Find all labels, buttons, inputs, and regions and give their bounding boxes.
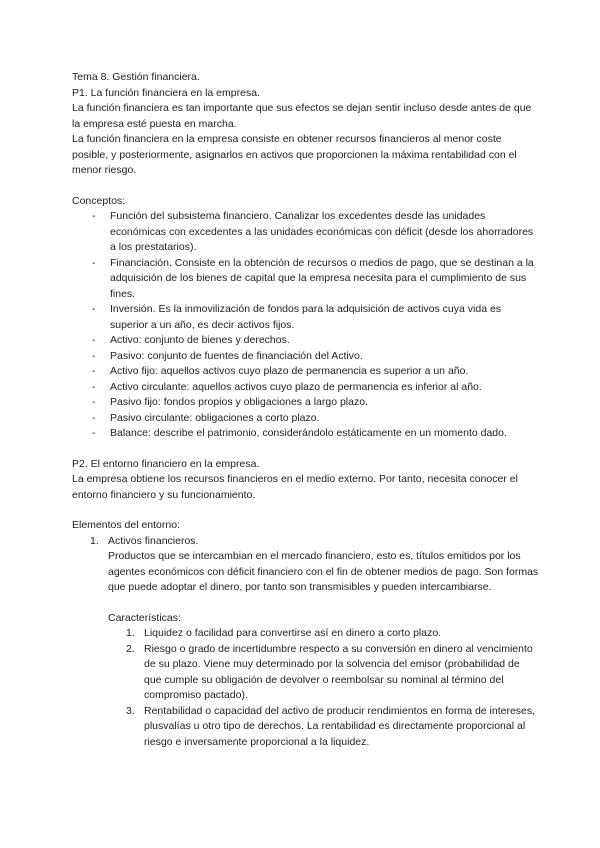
elementos-list <box>72 534 540 751</box>
caracteristicas-heading: Características: <box>108 611 181 624</box>
list-item <box>72 534 540 751</box>
dash-bullet: - <box>92 334 96 346</box>
dash-bullet: - <box>92 411 96 424</box>
p1-paragraph-2: La función financiera en la empresa consiste en obtener recursos financieros al menor coste posible, y posteriormente, asignarlos en activos que proporcionen la máxima rentabilidad con el menor riesgo. <box>72 133 517 176</box>
p1-heading: P1. La función financiera en la empresa. <box>72 86 260 99</box>
caracteristicas-list <box>108 626 540 750</box>
list-item: - Activo fijo: aquellos activos cuyo plazo de permanencia es superior a un año. <box>92 364 540 380</box>
p2-paragraph-1: La empresa obtiene los recursos financieros en el medio externo. Por tanto, necesita conocer el entorno financiero y su funcionamiento. <box>72 473 518 501</box>
dash-bullet: - <box>92 396 96 408</box>
list-item: 3. Rentabilidad o capacidad del activo de producir rendimientos en forma de intereses, plusvalías u otro tipo de derechos. La rentabilidad es directamente proporcional al riesgo e inversamente proporcional a la liquidez. <box>126 704 536 748</box>
dash-bullet: - <box>92 256 96 269</box>
item-number: 2. <box>126 642 135 655</box>
spacer <box>108 596 540 611</box>
dash-bullet: - <box>92 210 96 222</box>
spacer <box>72 179 540 194</box>
item-description: Productos que se intercambian en el mercado financiero, esto es, títulos emitidos por los agentes económicos con déficit financiero con el fin de obtener medios de pago. Son formas que puede adoptar el dinero, por tanto son transmisibles y pueden intercambiarse. <box>108 550 539 593</box>
dash-bullet: - <box>92 427 96 439</box>
dash-bullet: - <box>92 349 96 362</box>
item-number: 1. <box>126 627 135 639</box>
dash-bullet: - <box>92 365 96 377</box>
tema-title: Tema 8. Gestión financiera. <box>72 71 200 83</box>
elementos-heading: Elementos del entorno: <box>72 519 180 531</box>
item-number: 1. <box>90 534 99 547</box>
list-item: - Balance: describe el patrimonio, considerándolo estáticamente en un momento dado. <box>92 426 540 442</box>
list-item: 1. Liquidez o facilidad para convertirse así en dinero a corto plazo. <box>126 626 540 642</box>
list-item: - Pasivo circulante: obligaciones a corto plazo. <box>92 411 540 427</box>
p2-heading: P2. El entorno financiero en la empresa. <box>72 457 260 470</box>
p1-paragraph-1: La función financiera es tan importante que sus efectos se dejan sentir incluso desde antes de que la empresa esté puesta en marcha. <box>72 102 532 130</box>
conceptos-heading: Conceptos: <box>72 194 126 207</box>
list-item: - Pasivo fijo: fondos propios y obligaciones a largo plazo. <box>92 395 540 411</box>
list-item: - Función del subsistema financiero. Canalizar los excedentes desde las unidades económicas con excedentes a las unidades económicas con déficit (desde los ahorradores a los prestatarios). <box>92 210 534 253</box>
list-item: - Pasivo: conjunto de fuentes de financiación del Activo. <box>92 349 540 365</box>
list-item: - Financiación. Consiste en la obtención de recursos o medios de pago, que se destinan a la adquisición de los bienes de capital que la empresa necesita para el cumplimiento de sus fines. <box>92 256 534 300</box>
dash-bullet: - <box>92 380 96 393</box>
spacer <box>72 442 540 457</box>
list-item: - Activo circulante: aquellos activos cuyo plazo de permanencia es inferior al año. <box>92 380 540 396</box>
dash-bullet: - <box>92 303 96 315</box>
spacer <box>72 503 540 518</box>
list-item: - Inversión. Es la inmovilización de fondos para la adquisición de activos cuya vida es superior a un año, es decir activos fijos. <box>92 303 502 331</box>
list-item: - Activo: conjunto de bienes y derechos. <box>92 333 540 349</box>
list-item: 2. Riesgo o grado de incertidumbre respecto a su conversión en dinero al vencimiento de su plazo. Viene muy determinado por la solvencia del emisor (probabilidad de que cumple su obligación de devolver o reembolsar su nominal al término del compromiso pactado). <box>126 642 533 701</box>
conceptos-list <box>72 209 540 442</box>
item-number: 3. <box>126 704 135 717</box>
item-title: Activos financieros. <box>108 534 199 547</box>
